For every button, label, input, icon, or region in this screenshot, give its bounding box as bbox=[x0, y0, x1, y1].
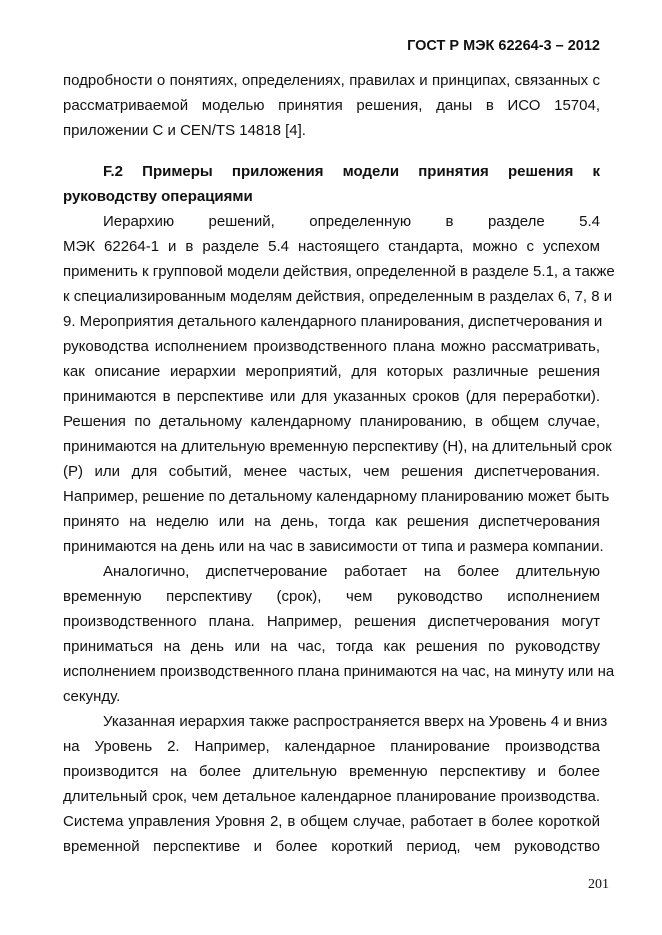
section-heading bbox=[63, 159, 600, 209]
text-line: производится на более длительную временную перспективу и более bbox=[63, 763, 600, 780]
text-line: секунду. bbox=[63, 688, 121, 705]
text-line: к специализированным моделям действия, определенным в разделах 6, 7, 8 и bbox=[63, 288, 613, 305]
text-line: руководству операциями bbox=[63, 188, 253, 205]
text-line: (Р) или для событий, менее частых, чем решения диспетчерования. bbox=[63, 463, 600, 480]
text-line: 9. Мероприятия детального календарного планирования, диспетчерования и bbox=[63, 313, 603, 330]
text-line: приложении С и CEN/TS 14818 [4]. bbox=[63, 122, 306, 139]
paragraph bbox=[63, 559, 615, 709]
text-line: применить к групповой модели действия, определенной в разделе 5.1, а также bbox=[63, 263, 615, 280]
text-line: принято на неделю или на день, тогда как решения диспетчерования bbox=[63, 513, 600, 530]
text-line: Система управления Уровня 2, в общем случае, работает в более короткой bbox=[63, 813, 600, 830]
text-line: Например, решение по детальному календарному планированию может быть bbox=[63, 488, 610, 505]
spacer bbox=[63, 143, 600, 159]
paragraph bbox=[63, 709, 608, 859]
text-line: руководства исполнением производственного плана можно рассматривать, bbox=[63, 338, 600, 355]
text-line: принимаются в перспективе или для указанных сроков (для переработки). bbox=[63, 388, 600, 405]
text-line: временную перспективу (срок), чем руководство исполнением bbox=[63, 588, 600, 605]
text-line: рассматриваемой моделью принятия решения, даны в ИСО 15704, bbox=[63, 97, 600, 114]
text-line: производственного плана. Например, решения диспетчерования могут bbox=[63, 613, 600, 630]
paragraph bbox=[63, 68, 600, 143]
text-line: принимаются на день или на час в зависимости от типа и размера компании. bbox=[63, 538, 604, 555]
page-number: 201 bbox=[588, 877, 609, 892]
document-body bbox=[63, 68, 615, 859]
text-line: временной перспективе и более короткий период, чем руководство bbox=[63, 838, 600, 855]
text-line: принимаются на длительную временную перспективу (Н), на длительный срок bbox=[63, 438, 612, 455]
text-line: Указанная иерархия также распространяется вверх на Уровень 4 и вниз bbox=[103, 713, 608, 730]
text-line: F.2 Примеры приложения модели принятия решения к bbox=[103, 163, 600, 180]
text-line: как описание иерархии мероприятий, для которых различные решения bbox=[63, 363, 600, 380]
text-line: приниматься на день или на час, тогда как решения по руководству bbox=[63, 638, 600, 655]
paragraph bbox=[63, 209, 615, 559]
text-line: подробности о понятиях, определениях, правилах и принципах, связанных с bbox=[63, 72, 600, 89]
text-line: длительный срок, чем детальное календарное планирование производства. bbox=[63, 788, 600, 805]
text-line: Решения по детальному календарному планированию, в общем случае, bbox=[63, 413, 600, 430]
text-line: на Уровень 2. Например, календарное планирование производства bbox=[63, 738, 600, 755]
text-line: Аналогично, диспетчерование работает на более длительную bbox=[103, 563, 600, 580]
text-line: исполнением производственного плана принимаются на час, на минуту или на bbox=[63, 663, 615, 680]
text-line: МЭК 62264-1 и в разделе 5.4 настоящего стандарта, можно с успехом bbox=[63, 238, 600, 255]
text-line: Иерархию решений, определенную в разделе 5.4 bbox=[103, 213, 600, 230]
document-header: ГОСТ Р МЭК 62264-3 – 2012 bbox=[407, 38, 600, 54]
